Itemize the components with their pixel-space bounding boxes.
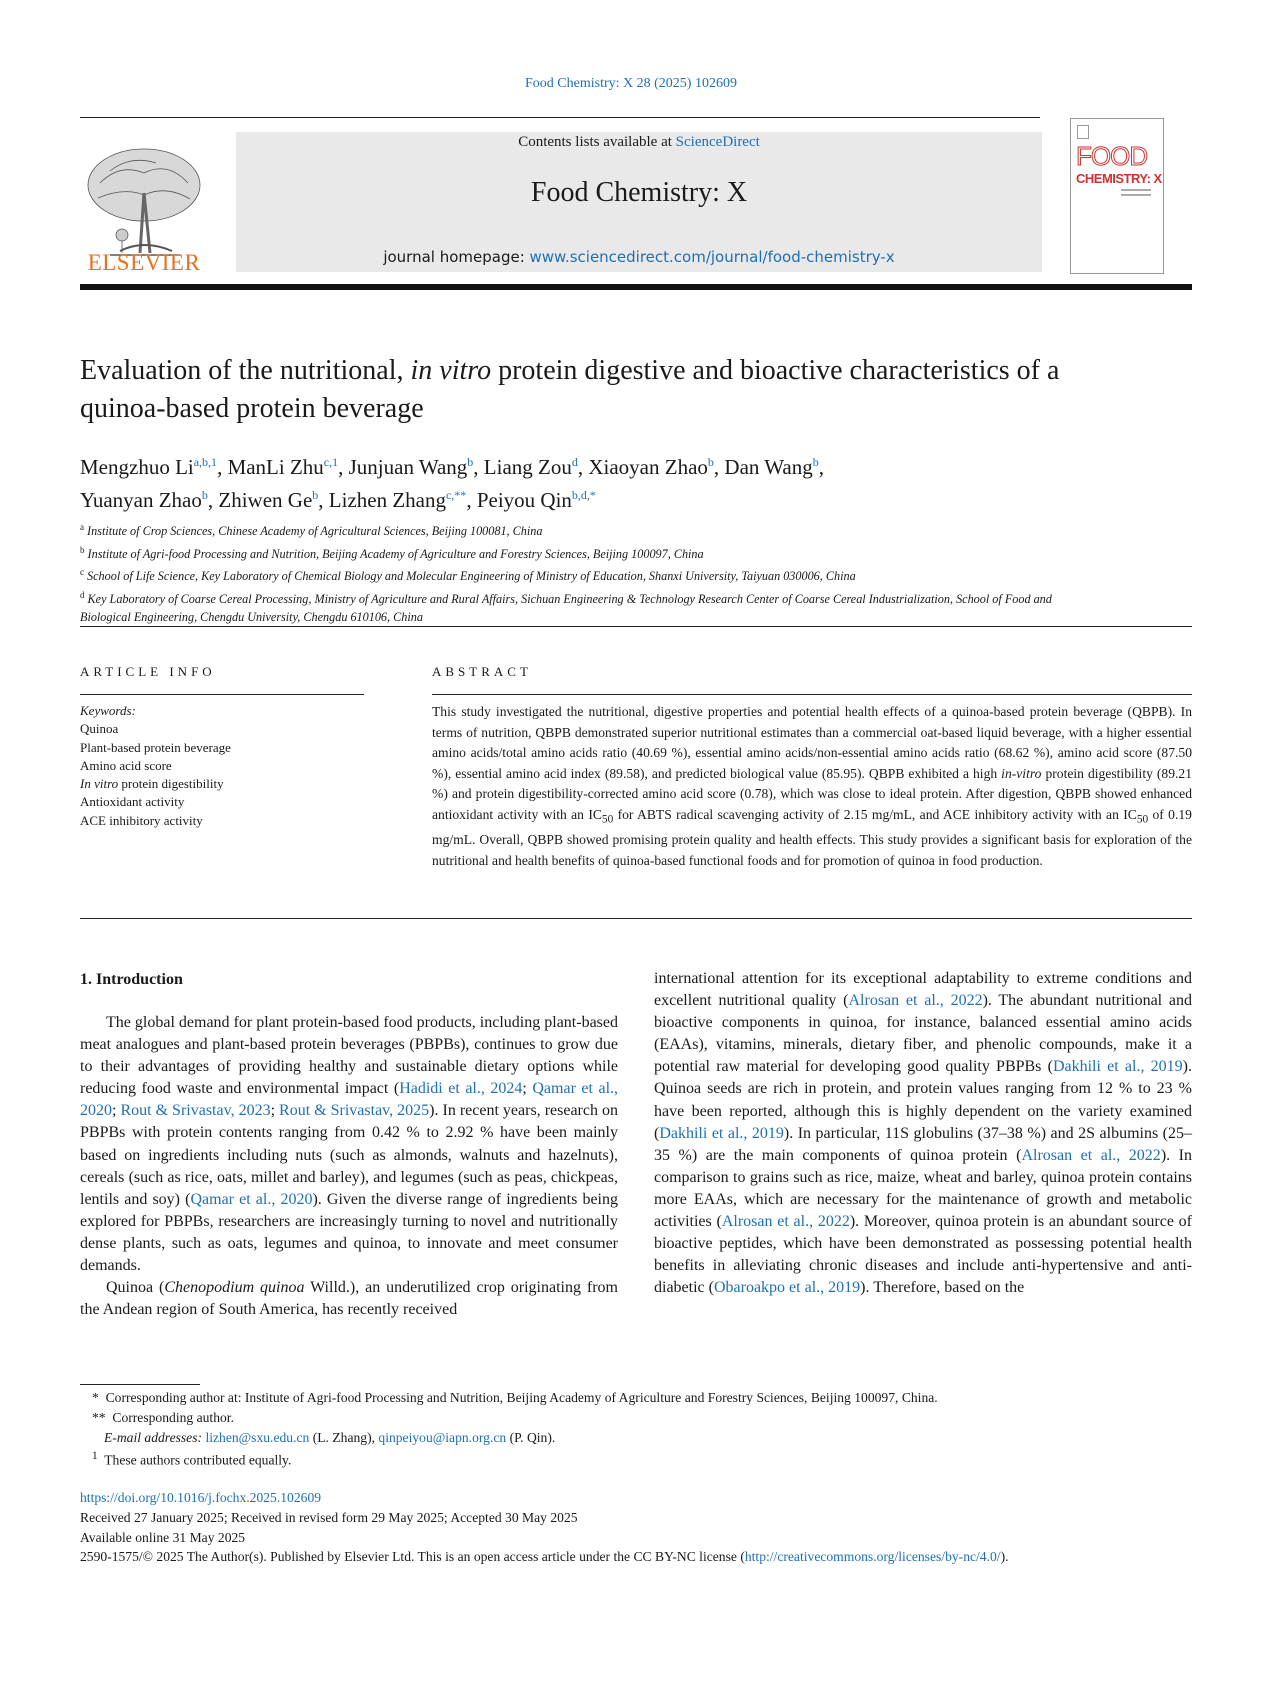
author-separator: , xyxy=(466,488,477,512)
email-link[interactable]: qinpeiyou@iapn.org.cn xyxy=(378,1429,507,1445)
author-separator: , xyxy=(207,488,219,512)
citation-link[interactable]: Obaroakpo et al., 2019 xyxy=(713,1279,861,1297)
footnote-corresponding-2 xyxy=(92,1408,1192,1428)
footnote-mark: ** xyxy=(92,1409,106,1425)
citation-link[interactable]: Dakhili et al., 2019 xyxy=(1052,1058,1183,1076)
author-affiliation-mark[interactable]: b xyxy=(312,488,319,502)
title-part2: protein digestive and bioactive characteristics of a quinoa-based protein beverage xyxy=(80,355,1060,424)
citation-link[interactable]: Rout & Srivastav, 2025 xyxy=(279,1102,430,1120)
abstract-part: This study investigated the nutritional, digestive properties and potential health effects of a quinoa-based protein beverage (QBPB). In terms of nutrition, QBPB demonstrated superior nutritional estimates than a commercial oat-based liquid beverage, with a higher essential amino acids/total amino acids ratio (40.69 %), essential amino acids/non-essential amino acids ratio (68.62 %), amino acid score (87.50 %), essential amino acid index (89.58), and predicted biological value (85.95). QBPB exhibited a high xyxy=(432,704,1192,781)
abstract-part: for ABTS radical scavenging activity of 2.15 mg/mL, and ACE inhibitory activity with an IC xyxy=(613,806,1137,822)
journal-reference-link[interactable]: Food Chemistry: X 28 (2025) 102609 xyxy=(525,76,737,91)
keyword-item: Antioxidant activity xyxy=(80,794,185,810)
intro-paragraph-2-cont xyxy=(654,968,1192,1299)
cover-title-line2: CHEMISTRY: X xyxy=(1076,171,1162,186)
abstract-subscript: 50 xyxy=(601,813,614,826)
keyword-italic: In vitro xyxy=(80,776,119,792)
affiliation-item xyxy=(80,541,1080,564)
title-part1: Evaluation of the nutritional, xyxy=(80,355,411,386)
footnote-mark: 1 xyxy=(92,1450,98,1463)
journal-banner xyxy=(236,132,1042,272)
footnote-emails xyxy=(92,1428,1192,1448)
elsevier-wordmark: ELSEVIER xyxy=(87,250,201,275)
abstract-text xyxy=(432,702,1192,871)
author-affiliation-mark[interactable]: b xyxy=(707,455,714,469)
author-separator: , xyxy=(818,455,824,479)
abstract-part: protein digestibility (89.21 %) and protein digestibility-corrected amino acid score (0.78), which was close to ideal protein. After digestion, QBPB showed enhanced antioxidant activity with an IC xyxy=(432,765,1193,822)
text-run: The global demand for plant protein-based food products, including plant-based meat analogues and plant-based protein beverages (PBPBs), continues to grow due to their advantages of providing healthy and sustainable dietary options while reducing food waste and environmental impact ( xyxy=(80,1014,618,1098)
footnote-mark: * xyxy=(92,1390,99,1405)
abstract-italic: in-vitro xyxy=(1001,765,1042,781)
body-column-right xyxy=(654,968,1192,1299)
intro-paragraph-1 xyxy=(80,1012,618,1277)
keywords-label: Keywords: xyxy=(80,703,136,718)
author-affiliation-mark[interactable]: c,** xyxy=(445,488,467,502)
journal-cover-thumbnail[interactable] xyxy=(1070,118,1164,274)
cover-badge-icon xyxy=(1077,125,1089,139)
text-run: international attention for its exceptional adaptability to extreme conditions and excellent nutritional quality ( xyxy=(654,970,1192,1010)
keyword-item xyxy=(80,775,364,793)
keyword-item: Plant-based protein beverage xyxy=(80,739,231,755)
text-run: ). Therefore, based on the xyxy=(860,1279,1025,1297)
abstract-heading: ABSTRACT xyxy=(432,664,532,679)
journal-title: Food Chemistry: X xyxy=(530,177,748,208)
title-italic: in vitro xyxy=(410,355,492,386)
citation-link[interactable]: Qamar et al., 2020 xyxy=(80,1080,619,1120)
citation-link[interactable]: Dakhili et al., 2019 xyxy=(659,1124,784,1142)
citation-link[interactable]: Alrosan et al., 2022 xyxy=(1021,1146,1161,1164)
author-separator: , xyxy=(713,455,725,479)
text-run: ). The abundant nutritional and bioactive components in quinoa, for instance, balanced essential amino acids (EAAs), vitamins, minerals, dietary fiber, and phenolic compounds, make it a potential raw material for developing good quality PBPBs ( xyxy=(654,992,1192,1076)
affiliation-item xyxy=(80,563,1080,586)
keyword-item: Amino acid score xyxy=(80,757,172,773)
affiliation-rule xyxy=(80,626,1192,627)
citation-link[interactable]: Qamar et al., 2020 xyxy=(190,1190,313,1208)
abstract-subscript: 50 xyxy=(1136,813,1149,826)
sciencedirect-link[interactable]: ScienceDirect xyxy=(675,134,760,150)
keywords-list xyxy=(80,702,364,830)
author-name[interactable]: Mengzhuo Li xyxy=(80,455,194,479)
homepage-link[interactable]: www.sciencedirect.com/journal/food-chemistry-x xyxy=(529,248,895,266)
received-dates: Received 27 January 2025; Received in revised form 29 May 2025; Accepted 30 May 2025 xyxy=(80,1509,578,1525)
intro-paragraph-2-start xyxy=(80,1277,618,1321)
author-affiliation-mark[interactable]: b xyxy=(467,455,474,469)
email-label: E-mail addresses: xyxy=(104,1429,206,1445)
text-run: Quinoa ( xyxy=(106,1279,165,1297)
header-rule xyxy=(80,117,1040,118)
affiliation-item xyxy=(80,518,1080,541)
affiliation-text: Institute of Agri-food Processing and Nutrition, Beijing Academy of Agriculture and Forestry Sciences, Beijing 100097, China xyxy=(87,546,704,561)
text-run: ). In comparison to grains such as rice, maize, wheat and barley, quinoa protein contains more EAAs, which are necessary for the maintenance of growth and metabolic activities ( xyxy=(654,1146,1193,1231)
footnote-text: These authors contributed equally. xyxy=(104,1452,292,1468)
author-affiliation-mark[interactable]: c,1 xyxy=(323,455,339,469)
footnotes xyxy=(92,1388,1192,1471)
author-list xyxy=(80,448,1080,514)
text-run: ). Quinoa seeds are rich in protein, and protein values ranging from 12 % to 23 % have been reported, although this is highly dependent on the variety examined ( xyxy=(654,1058,1192,1142)
available-online: Available online 31 May 2025 xyxy=(80,1529,246,1545)
article-title xyxy=(80,352,1060,428)
affiliation-mark: b xyxy=(80,544,85,555)
affiliation-item xyxy=(80,586,1080,627)
cover-title-line1: FOOD xyxy=(1076,141,1148,171)
text-run: Willd.), an underutilized crop originating from the Andean region of South America, has recently received xyxy=(80,1279,618,1319)
homepage-prefix: journal homepage: xyxy=(383,248,530,266)
keyword-item: Quinoa xyxy=(80,721,119,737)
keyword-item: ACE inhibitory activity xyxy=(80,812,203,828)
author-separator: , xyxy=(338,455,349,479)
citation-link[interactable]: Alrosan et al., 2022 xyxy=(721,1213,850,1231)
abstract-end-rule xyxy=(80,918,1192,919)
affiliation-list xyxy=(80,518,1080,627)
citation-link[interactable]: Alrosan et al., 2022 xyxy=(848,992,983,1010)
author-name[interactable]: Xiaoyan Zhao xyxy=(588,455,708,479)
author-name[interactable]: Zhiwen Ge xyxy=(218,488,313,512)
text-run: ; xyxy=(270,1102,280,1120)
footnote-rule xyxy=(80,1384,200,1385)
species-name: Chenopodium quinoa xyxy=(164,1279,305,1297)
footnote-text: Corresponding author at: Institute of Agri-food Processing and Nutrition, Beijing Academy of Agriculture and Forestry Sciences, Beijing 100097, China. xyxy=(105,1390,938,1405)
affiliation-mark: c xyxy=(80,567,84,578)
text-run: ). In recent years, research on PBPBs with protein contents ranging from 0.42 % to 2.92 % have been mainly based on ingredients including nuts (such as almonds, walnuts and hazelnuts), cereals (such as rice, oats, millet and barley), and legumes (such as peas, chickpeas, lentils and soy) ( xyxy=(80,1102,618,1208)
author-name[interactable]: Junjuan Wang xyxy=(348,455,468,479)
author-name[interactable]: Liang Zou xyxy=(483,455,572,479)
homepage-line xyxy=(236,248,1042,266)
publication-info xyxy=(80,1488,1192,1567)
footnote-text: Corresponding author. xyxy=(112,1409,234,1425)
author-name[interactable]: ManLi Zhu xyxy=(227,455,324,479)
author-separator: , xyxy=(577,455,589,479)
cover-text-lines-icon xyxy=(1121,189,1151,199)
text-run: ). Given the diverse range of ingredients being explored for PBPBs, researchers are increasingly turning to novel and nutritionally dense plants, such as oats, legumes and quinoa, to innovate and meet consumer demands. xyxy=(80,1190,619,1275)
contents-prefix: Contents lists available at xyxy=(518,134,676,150)
author-separator: , xyxy=(217,455,228,479)
author-affiliation-mark[interactable]: b xyxy=(201,488,208,502)
license-link[interactable]: http://creativecommons.org/licenses/by-nc/4.0/ xyxy=(744,1549,1001,1565)
header-thick-rule xyxy=(80,284,1192,290)
article-info-rule xyxy=(80,694,364,695)
text-run: ). Moreover, quinoa protein is an abundant source of bioactive peptides, which have been demonstrated as possessing potential health benefits in alleviating chronic diseases and include anti-hypertensive and anti-diabetic ( xyxy=(654,1213,1192,1297)
footnote-corresponding xyxy=(92,1388,1192,1408)
license-text: 2590-1575/© 2025 The Author(s). Published by Elsevier Ltd. This is an open access article under the CC BY-NC license ( xyxy=(80,1549,745,1565)
affiliation-mark: d xyxy=(80,589,85,600)
affiliation-text: Key Laboratory of Coarse Cereal Processing, Ministry of Agriculture and Rural Affairs, Sichuan Engineering & Technology Research Center of Coarse Cereal Industrialization, School of Food and Biological Engineering, Chengdu University, Chengdu 610106, China xyxy=(80,591,1052,625)
body-column-left xyxy=(80,1012,618,1321)
introduction-heading: 1. Introduction xyxy=(80,971,183,988)
citation-link[interactable]: Hadidi et al., 2024 xyxy=(399,1080,523,1098)
text-run: ). In particular, 11S globulins (37–38 %) and 2S albumins (25–35 %) are the main components of quinoa protein ( xyxy=(654,1124,1193,1164)
abstract-rule xyxy=(432,694,1192,695)
affiliation-text: Institute of Crop Sciences, Chinese Academy of Agricultural Sciences, Beijing 100081, China xyxy=(87,524,543,539)
doi-link[interactable]: https://doi.org/10.1016/j.fochx.2025.102609 xyxy=(80,1490,322,1505)
email-link[interactable]: lizhen@sxu.edu.cn xyxy=(205,1429,310,1445)
keyword-rest: protein digestibility xyxy=(118,776,224,792)
author-affiliation-mark[interactable]: b,d,* xyxy=(571,488,596,502)
footnote-equal xyxy=(92,1447,1192,1470)
article-info-heading: ARTICLE INFO xyxy=(80,664,216,679)
author-affiliation-mark[interactable]: b xyxy=(812,455,819,469)
license-text: ). xyxy=(1000,1549,1009,1565)
email-owner: (L. Zhang), xyxy=(309,1429,379,1445)
affiliation-text: School of Life Science, Key Laboratory of Chemical Biology and Molecular Engineering of Ministry of Education, Shanxi University, Taiyuan 030006, China xyxy=(87,569,856,584)
author-name[interactable]: Lizhen Zhang xyxy=(328,488,446,512)
email-owner: (P. Qin). xyxy=(506,1429,556,1445)
author-affiliation-mark[interactable]: d xyxy=(571,455,578,469)
license-line xyxy=(80,1547,1192,1567)
author-name[interactable]: Dan Wang xyxy=(724,455,813,479)
author-name[interactable]: Peiyou Qin xyxy=(476,488,572,512)
author-separator: , xyxy=(473,455,484,479)
text-run: ; xyxy=(112,1102,121,1120)
abstract-part: of 0.19 mg/mL. Overall, QBPB showed promising protein quality and health effects. This study provides a significant basis for exploration of the nutritional and health benefits of quinoa-based functional foods and for promotion of quinoa in food production. xyxy=(432,806,1192,868)
citation-link[interactable]: Rout & Srivastav, 2023 xyxy=(120,1102,271,1120)
text-run: ; xyxy=(522,1080,533,1098)
author-affiliation-mark[interactable]: a,b,1 xyxy=(193,455,218,469)
affiliation-mark: a xyxy=(80,522,84,532)
contents-line xyxy=(236,134,1042,151)
author-separator: , xyxy=(318,488,329,512)
author-name[interactable]: Yuanyan Zhao xyxy=(80,488,202,512)
